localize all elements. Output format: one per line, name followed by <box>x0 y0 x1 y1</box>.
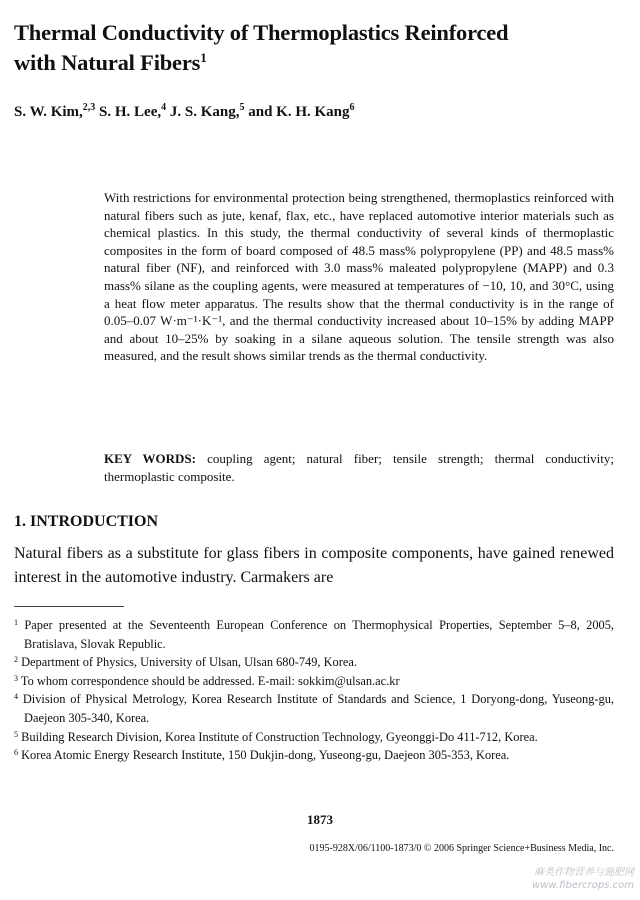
footnote-text: Building Research Division, Korea Institute of Construction Technology, Gyeonggi-Do 411-712, Korea. <box>21 729 538 744</box>
abstract: With restrictions for environmental protection being strengthened, thermoplastics reinforced with natural fibers such as jute, kenaf, flax, etc., have replaced automotive interior materials such as chemical plastics. In this study, the thermal conductivity of several kinds of thermoplastic composites in the form of board composed of 48.5 mass% polypropylene (PP) and 48.5 mass% natural fiber (NF), and reinforced with 3.0 mass% maleated polypropylene (MAPP) and 0.3 mass% silane as the coupling agents, were measured at temperatures of −10, 10, and 30°C, using a heat flow meter apparatus. The results show that the thermal conductivity is in the range of 0.05–0.07 W·m⁻¹·K⁻¹, and the thermal conductivity increased about 10–15% by adding MAPP and about 10–25% by soaking in a silane aqueous solution. The tensile strength was also measured, and the result shows similar trends as the thermal conductivity. <box>104 190 614 364</box>
watermark-line-1: 麻类作物营养与施肥网 <box>534 867 634 878</box>
author-name: S. W. Kim, <box>14 104 83 120</box>
footnote-text: To whom correspondence should be addressed. E-mail: sokkim@ulsan.ac.kr <box>20 673 400 688</box>
footnote-item <box>14 746 614 765</box>
footnote-divider <box>14 606 124 607</box>
watermark-line-2: www.fibercrops.com <box>532 880 634 891</box>
footnote-text: Korea Atomic Energy Research Institute, 150 Dukjin-dong, Yuseong-gu, Daejeon 305-353, Korea. <box>21 748 510 763</box>
title-line-1: Thermal Conductivity of Thermoplastics Reinforced <box>14 20 509 45</box>
author-affiliation-marks: 6 <box>349 102 355 113</box>
introduction-paragraph: Natural fibers as a substitute for glass fibers in composite components, have gained renewed interest in the automotive industry. Carmakers are <box>14 545 614 586</box>
section-heading-introduction: 1. INTRODUCTION <box>14 513 159 530</box>
footnote-mark: 2 <box>14 655 18 665</box>
footnote-mark: 5 <box>14 729 18 739</box>
footnote-text: Division of Physical Metrology, Korea Research Institute of Standards and Science, 1 Doryong-dong, Yuseong-gu, Daejeon 305-340, Korea. <box>22 692 614 725</box>
footnote-text: Paper presented at the Seventeenth European Conference on Thermophysical Properties, September 5–8, 2005, Bratislava, Slovak Republic. <box>24 618 614 651</box>
footnote-item <box>14 616 614 653</box>
title-footnote-mark: 1 <box>200 50 207 65</box>
footnote-list <box>14 616 614 765</box>
title-line-2 <box>14 48 614 78</box>
footnote-mark: 3 <box>14 673 18 683</box>
author-name: S. H. Lee, <box>99 104 162 120</box>
keywords-text: coupling agent; natural fiber; tensile strength; thermal conductivity; thermoplastic composite. <box>104 451 615 484</box>
footnote-mark: 4 <box>14 692 18 702</box>
title-line-2-text: with Natural Fibers <box>14 50 201 75</box>
author-list <box>14 101 614 123</box>
footnote-mark: 1 <box>14 618 18 627</box>
footnote-item <box>14 690 614 727</box>
site-watermark <box>532 866 634 892</box>
footnote-mark: 6 <box>14 748 18 758</box>
author-affiliation-marks: 2,3 <box>82 102 96 113</box>
author-affiliation-marks: 4 <box>161 102 167 113</box>
author-name: and K. H. Kang <box>248 104 350 120</box>
footnote-item <box>14 672 614 691</box>
author-name: J. S. Kang, <box>169 104 240 120</box>
footnote-text: Department of Physics, University of Ulsan, Ulsan 680-749, Korea. <box>21 655 357 670</box>
paper-title <box>14 18 614 78</box>
footnote-item <box>14 728 614 747</box>
page-number: 1873 <box>307 812 333 827</box>
footnote-item <box>14 653 614 672</box>
keywords-label: KEY WORDS: <box>104 451 196 466</box>
copyright-line: 0195-928X/06/1100-1873/0 © 2006 Springer Science+Business Media, Inc. <box>309 843 614 854</box>
keywords <box>104 450 614 485</box>
author-affiliation-marks: 5 <box>239 102 245 113</box>
